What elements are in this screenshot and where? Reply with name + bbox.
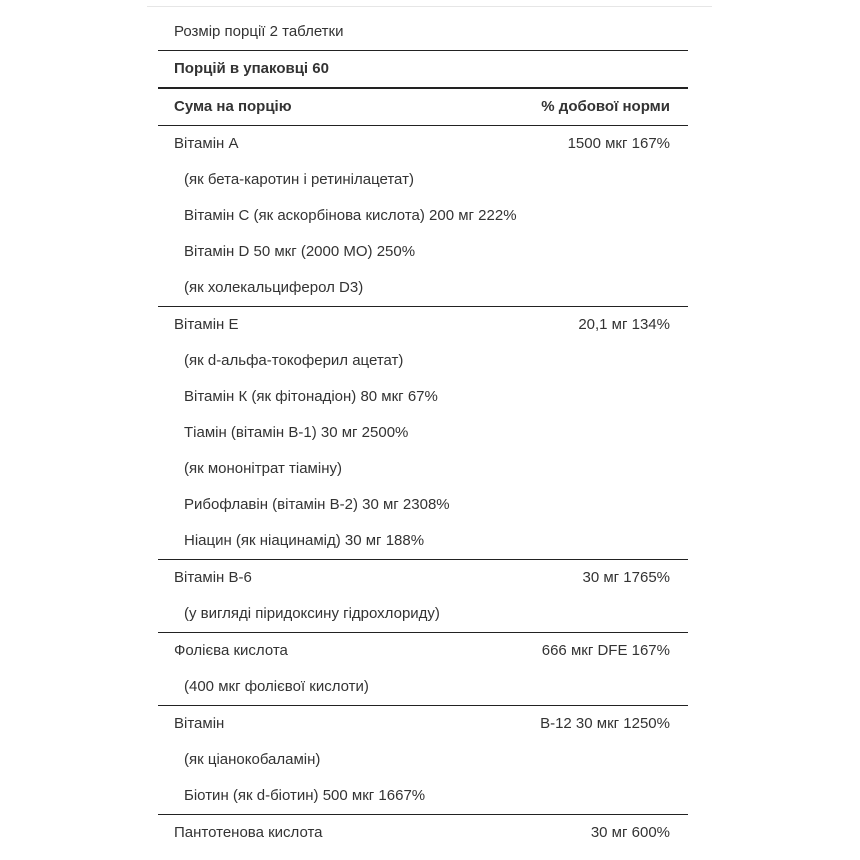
nutrient-row: [158, 307, 688, 343]
amount-per-serving-header: Сума на порцію: [174, 98, 292, 115]
nutrient-detail: Вітамін D 50 мкг (2000 МО) 250%: [184, 243, 416, 260]
nutrient-detail: Вітамін С (як аскорбінова кислота) 200 мг 222%: [184, 207, 517, 224]
nutrient-sub-row: [158, 379, 688, 415]
nutrient-sub-row: [158, 487, 688, 523]
nutrient-name: Вітамін Е: [174, 316, 239, 333]
nutrient-detail: (у вигляді піридоксину гідрохлориду): [184, 605, 440, 622]
nutrient-sub-row: [158, 778, 688, 814]
nutrient-sub-row: [158, 669, 688, 705]
table-header-row: [158, 89, 688, 125]
nutrient-sub-row: [158, 343, 688, 379]
nutrient-sub-row: [158, 162, 688, 198]
nutrient-value: 666 мкг DFE 167%: [541, 642, 670, 659]
nutrient-sub-row: [158, 198, 688, 234]
nutrient-value: 30 мг 1765%: [582, 569, 670, 586]
nutrient-sub-row: [158, 270, 688, 306]
nutrient-sub-row: [158, 234, 688, 270]
nutrient-detail: (400 мкг фолієвої кислоти): [184, 678, 369, 695]
nutrient-detail: Вітамін К (як фітонадіон) 80 мкг 67%: [184, 388, 438, 405]
nutrient-sub-row: [158, 523, 688, 559]
nutrient-sub-row: [158, 742, 688, 778]
nutrient-detail: Біотин (як d-біотин) 500 мкг 1667%: [184, 787, 426, 804]
nutrient-detail: (як бета-каротин і ретинілацетат): [184, 171, 414, 188]
nutrient-name: Фолієва кислота: [174, 642, 288, 659]
nutrient-name: Вітамін В-6: [174, 569, 252, 586]
nutrient-row: [158, 126, 688, 162]
nutrient-groups: [158, 126, 688, 851]
nutrient-row: [158, 633, 688, 669]
servings-per-container: Порцій в упаковці 60: [174, 60, 329, 77]
nutrient-name: Пантотенова кислота: [174, 824, 323, 841]
nutrient-detail: Рибофлавін (вітамін В-2) 30 мг 2308%: [184, 496, 450, 513]
nutrient-detail: (як холекальциферол D3): [184, 279, 364, 296]
nutrient-row: [158, 815, 688, 851]
nutrient-value: В-12 30 мкг 1250%: [540, 715, 670, 732]
supplement-facts-table: [158, 14, 688, 851]
daily-value-header: % добової норми: [541, 98, 670, 115]
nutrient-name: Вітамін: [174, 715, 225, 732]
nutrient-sub-row: [158, 596, 688, 632]
serving-size-row: [158, 14, 688, 50]
servings-per-container-row: [158, 51, 688, 87]
nutrient-detail: Тіамін (вітамін В-1) 30 мг 2500%: [184, 424, 409, 441]
nutrient-row: [158, 706, 688, 742]
nutrient-row: [158, 560, 688, 596]
nutrient-name: Вітамін А: [174, 135, 239, 152]
nutrient-detail: (як ціанокобаламін): [184, 751, 321, 768]
nutrient-detail: Ніацин (як ніацинамід) 30 мг 188%: [184, 532, 425, 549]
nutrient-detail: (як d-альфа-токоферил ацетат): [184, 352, 404, 369]
nutrient-value: 30 мг 600%: [590, 824, 670, 841]
serving-size: Розмір порції 2 таблетки: [174, 23, 344, 40]
nutrient-value: 20,1 мг 134%: [578, 316, 670, 333]
nutrient-sub-row: [158, 451, 688, 487]
top-divider: [147, 6, 712, 7]
nutrient-value: 1500 мкг 167%: [567, 135, 670, 152]
nutrient-sub-row: [158, 415, 688, 451]
nutrient-detail: (як мононітрат тіаміну): [184, 460, 342, 477]
